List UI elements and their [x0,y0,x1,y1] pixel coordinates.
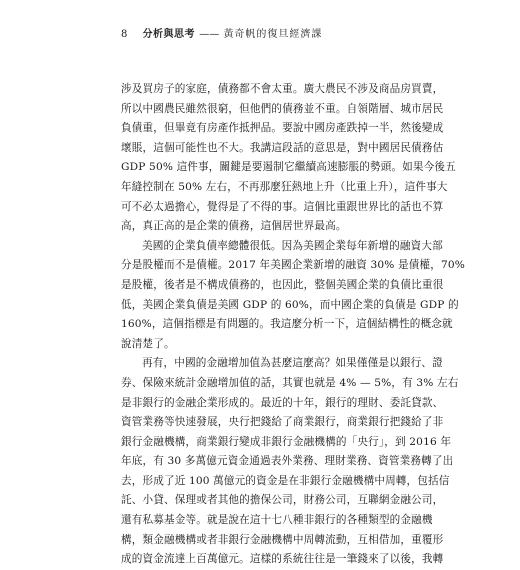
text-line: 美國的企業負債率總體很低。因為美國企業每年新增的融資大部 [142,239,443,252]
paragraph [121,354,459,570]
chapter-title: 黃奇帆的復旦經濟課 [223,29,323,40]
text-line: 是股權，後者是不構成債務的，也因此，整個美國企業的負債比重很 [121,278,444,291]
title-separator: —— [199,29,220,40]
text-line: 再有，中國的金融增加值為甚麼這麼高？如果僅僅是以銀行、證 [142,357,443,370]
body-text [121,80,465,570]
text-line: 構，類金融機構或者非銀行金融機構中周轉流動，互相借加，重覆形 [121,533,444,546]
text-line: 涉及買房子的家庭，債務都不會太重。廣大農民不涉及商品房買賣， [121,83,444,95]
text-line: 160%，這個指標是有問題的。我這麼分析一下，這個結構性的概念就 [121,318,453,331]
paragraph [121,80,456,237]
text-line: 負債重，但畢竟有房產作抵押品。要說中國房產跌掉一半，然後變成 [121,122,444,135]
text-line: 所以中國農民雖然很窮，但他們的債務並不重。自領階層、城市居民 [121,102,444,115]
text-line: 託、小貸、保理或者其他的擔保公司，財務公司，互聯網金融公司， [121,494,444,507]
book-title: 分析與思考 [142,29,196,40]
text-line: 資管業務等快速發展，央行把錢給了商業銀行，商業銀行把錢給了非 [121,416,444,429]
text-line: 年縫控制在 50% 左右，不再那麼狂熱地上升（比重上升），這件事大 [121,180,448,193]
text-line: 分是股權而不是債權。2017 年美國企業新增的融資 30% 是債權，70% [121,259,465,272]
text-line: 高，真正高的是企業的債務，這個居世界最高。 [121,220,347,233]
paragraph [121,237,465,355]
text-line: 成的資金流達上百萬億元。這樣的系統往往是一筆錢來了以後，我轉 [121,553,444,566]
running-header [121,29,322,41]
text-line: 還有私募基金等。就是說在這十七八種非銀行的各種類型的金融機 [121,514,433,527]
text-line: 可不必太過擔心，覺得是了不得的事。這個比重跟世界比的話也不算 [121,200,444,213]
text-line: 低，美國企業負債是美國 GDP 的 60%，而中國企業的負債是 GDP 的 [121,298,459,311]
text-line: 說清楚了。 [121,337,175,350]
text-line: GDP 50% 這件事，關鍵是要遏制它繼續高速膨脹的勢頭。如果今後五 [121,161,456,174]
text-line: 去，形成了近 100 萬億元的資金是在非銀行金融機構中周轉，包括信 [121,474,450,487]
text-line: 壞賬，這個可能性也不大。我講這段話的意思是，對中國居民債務估 [121,141,444,154]
text-line: 券、保險來統計金融增加值的話，其實也就是 4% — 5%，有 3% 左右 [121,376,459,389]
text-line: 是非銀行的金融企業形成的。最近的十年，銀行的理財、委託貸款、 [121,396,444,409]
text-line: 年底，有 30 多萬億元資金通過表外業務、理財業務、資管業務轉了出 [121,455,454,468]
page-number: 8 [121,29,128,40]
text-line: 銀行金融機構，商業銀行變成非銀行金融機構的「央行」，到 2016 年 [121,435,452,448]
